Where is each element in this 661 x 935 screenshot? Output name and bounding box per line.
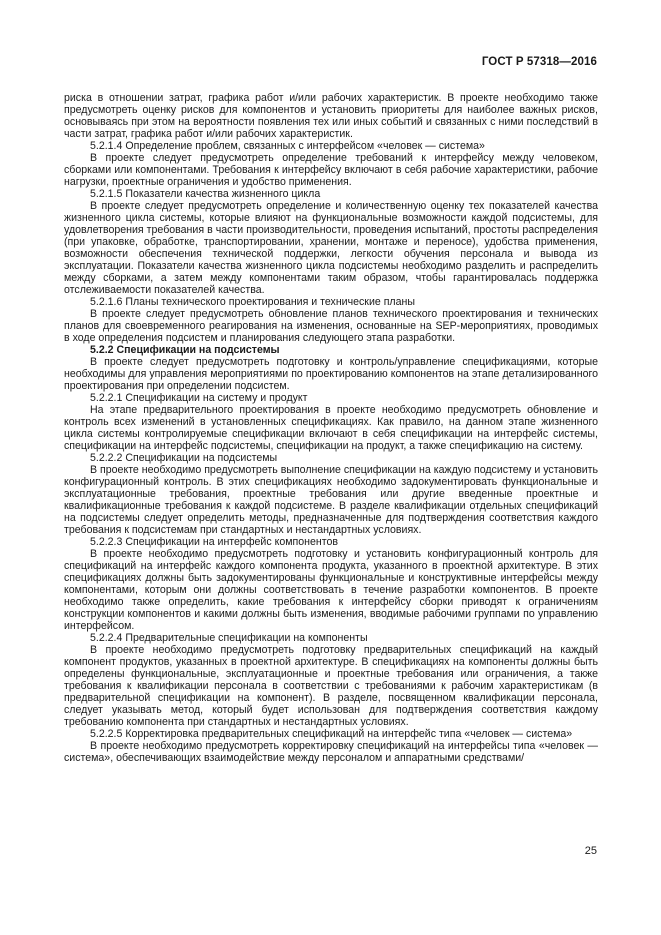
- paragraph: В проекте следует предусмотреть определение и количественную оценку тех показателей качества жизненного цикла системы, которые влияют на функциональные возможности каждой подсистемы, для удовлетворения требования в части производительности, проведения испытаний, простоты распределения (при упаковке, обработке, транспортировании, хранении, монтаже и переносе), удобства применения, возможности обеспечения технической поддержки, легкости обучения персонала и вывода из эксплуатации. Показатели качества жизненного цикла подсистемы необходимо разделить и распределить между сборками, а затем между компонентами таким образом, чтобы гарантировалась поддержка отслеживаемости показателей качества.: [64, 200, 598, 296]
- page-number: 25: [584, 845, 597, 857]
- standard-header: ГОСТ Р 57318—2016: [481, 56, 597, 68]
- clause-heading: 5.2.1.4 Определение проблем, связанных с интерфейсом «человек — система»: [90, 140, 485, 152]
- paragraph: В проекте следует предусмотреть обновление планов технического проектирования и технических планов для своевременного реагирования на изменения, основанные на SEP-мероприятиях, проводимых в ходе определения подсистем и планирования следующего этапа разработки.: [64, 308, 598, 344]
- clause-heading: 5.2.2.2 Спецификации на подсистемы: [90, 452, 278, 464]
- paragraph: На этапе предварительного проектирования в проекте необходимо предусмотреть обновление и контроль всех изменений в установленных спецификациях. Как правило, на данном этапе жизненного цикла системы контролируемые спецификации включают в себя спецификации на интерфейс системы, спецификации на интерфейс подсистемы, спецификации на продукт, а также спецификацию на систему.: [64, 404, 598, 452]
- paragraph: В проекте необходимо предусмотреть корректировку спецификаций на интерфейсы типа «человек — система», обеспечивающих взаимодействие между персоналом и аппаратными средствами/: [64, 740, 598, 764]
- body-text: [64, 92, 598, 764]
- clause-heading: 5.2.2.1 Спецификации на систему и продукт: [90, 392, 308, 404]
- section-heading: 5.2.2 Спецификации на подсистемы: [90, 344, 280, 356]
- paragraph: В проекте следует предусмотреть определение требований к интерфейсу между человеком, сборками или компонентами. Требования к интерфейсу включают в себя рабочие характеристики, рабочие нагрузки, проектные ограничения и удобство применения.: [64, 152, 598, 188]
- paragraph: В проекте необходимо предусмотреть выполнение спецификации на каждую подсистему и установить конфигурационный контроль. В этих спецификациях необходимо задокументировать функциональные и эксплуатационные требования, проектные требования или другие введенные проектные и квалификационные требования к каждой подсистеме. В разделе квалификации отдельных спецификаций на подсистемы следует определить методы, предназначенные для подтверждения соответствия каждого требования к подсистемам при стандартных и нестандартных условиях.: [64, 464, 598, 536]
- clause-heading: 5.2.2.5 Корректировка предварительных спецификаций на интерфейс типа «человек — система»: [90, 728, 573, 740]
- paragraph: В проекте следует предусмотреть подготовку и контроль/управление спецификациями, которые необходимы для управления мероприятиями по проектированию компонентов на этапе детализированного проектирования при определении подсистем.: [64, 356, 598, 392]
- paragraph: В проекте необходимо предусмотреть подготовку предварительных спецификаций на каждый компонент продуктов, указанных в проектной архитектуре. В спецификациях на компоненты должны быть определены функциональные, эксплуатационные и проектные требования или ограничения, а также требования к квалификации персонала в соответствии с требованиями к рабочим характеристикам (в предварительной спецификации на компонент). В разделе, посвященном квалификации персонала, следует указывать метод, который будет использован для подтверждения соответствия каждому требованию компонента при стандартных и нестандартных условиях.: [64, 644, 598, 728]
- clause-heading: 5.2.2.3 Спецификации на интерфейс компонентов: [90, 536, 338, 548]
- clause-heading: 5.2.1.5 Показатели качества жизненного цикла: [90, 188, 321, 200]
- clause-heading: 5.2.1.6 Планы технического проектирования и технические планы: [90, 296, 415, 308]
- paragraph: В проекте необходимо предусмотреть подготовку и установить конфигурационный контроль для спецификаций на интерфейс каждого компонента продукта, указанного в проектной архитектуре. В этих спецификациях должны быть задокументированы функциональные и конструктивные интерфейсы между компонентами, которым они должны соответствовать в течение разработки компонентов. В проекте необходимо также определить, какие требования к интерфейсу сборки приводят к ограничениям конструкции компонентов и какими должны быть изменения, вводимые рабочими группами по управлению интерфейсом.: [64, 548, 598, 632]
- paragraph: риска в отношении затрат, графика работ и/или рабочих характеристик. В проекте необходимо также предусмотреть оценку рисков для компонентов и установить приоритеты для наиболее важных рисков, основываясь при этом на вероятности появления тех или иных событий и связанных с ними последствий в части затрат, графика работ и/или рабочих характеристик.: [64, 92, 598, 140]
- clause-heading: 5.2.2.4 Предварительные спецификации на компоненты: [90, 632, 368, 644]
